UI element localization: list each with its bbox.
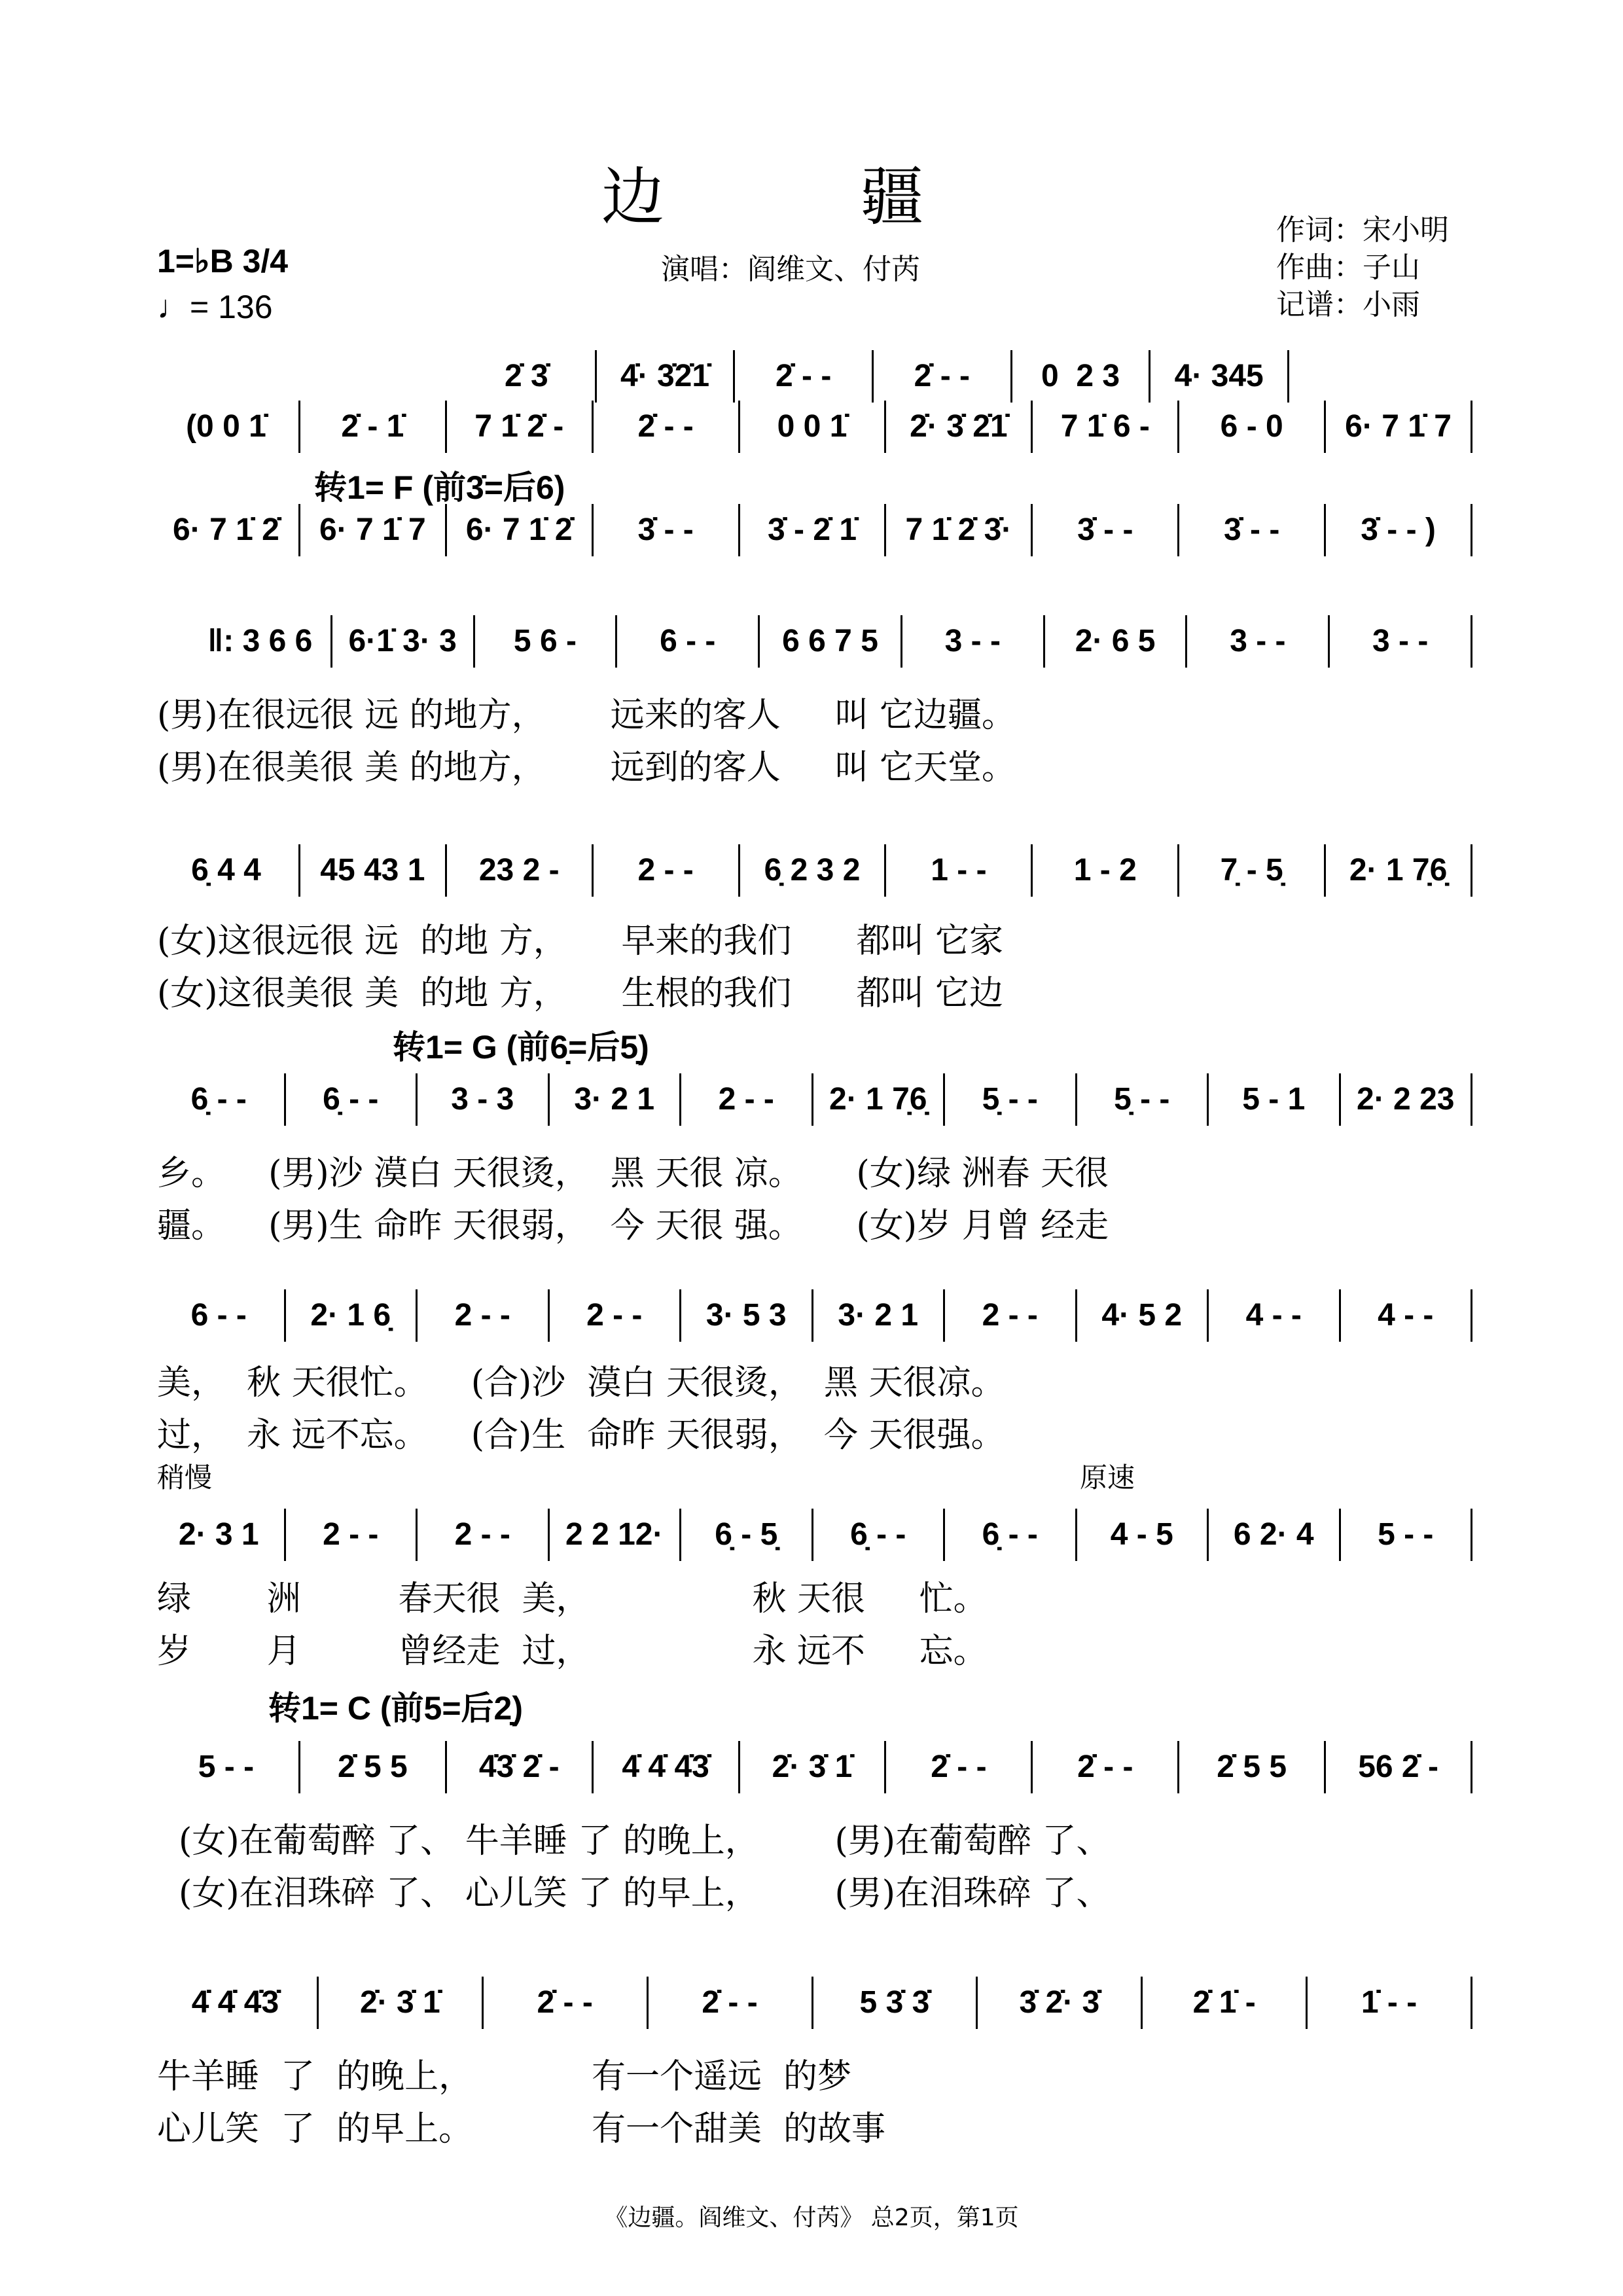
measure: 3̇ 2̇· 3̇ [978, 1977, 1143, 2029]
measure: 3̇ - - [1179, 504, 1326, 556]
tempo-mark: 稍慢 [157, 1462, 213, 1494]
measure: 4̇· 3̇2̇1̇ [597, 350, 736, 403]
tempo-mark: 原速 [1080, 1462, 1135, 1494]
measure: 2̇ - - [1033, 1741, 1179, 1793]
measure: 1̇ - - [1308, 1977, 1472, 2029]
measure: 3 - - [1187, 615, 1330, 668]
measure: 6 6 7 5 [760, 615, 902, 668]
measure: 2̇ - - [886, 1741, 1033, 1793]
key-change: 转1= F (前3̇=后6) [314, 469, 565, 506]
measure: 6· 7 1̇ 7 [1326, 401, 1472, 453]
measure: 3· 2 1 [550, 1073, 682, 1126]
measure: 4̇ 4̇ 4̇3̇ [594, 1741, 740, 1793]
measure: 4̇ 4̇ 4̇3̇ [154, 1977, 319, 2029]
measure: 5̣ - - [1077, 1073, 1209, 1126]
measure: 23 2 - [447, 844, 594, 897]
measure: 6 2· 4 [1209, 1509, 1341, 1561]
measure: 4· 345 [1150, 350, 1289, 403]
measure: 0 0 1̇ [740, 401, 887, 453]
music-system [458, 350, 1289, 403]
measure: 4 - - [1209, 1289, 1341, 1342]
measure: 2̇· 3̇ 1̇ [319, 1977, 484, 2029]
measure: 4̇3̇ 2̇ - [447, 1741, 594, 1793]
measure: 6̣ 4 4 [154, 844, 300, 897]
measure: 6· 7 1̇ 7 [300, 504, 447, 556]
music-system [154, 1289, 1472, 1342]
measure: 3 - - [902, 615, 1045, 668]
measure: 2̇ - - [649, 1977, 813, 2029]
measure: 6 - - [154, 1289, 286, 1342]
measure: 2· 1 6̣ [286, 1289, 418, 1342]
measure: 2̇ 1̇ - [1143, 1977, 1308, 2029]
measure: 4 - 5 [1077, 1509, 1209, 1561]
measure: 7 1̇ 6 - [1033, 401, 1179, 453]
measure: 45 43 1 [300, 844, 447, 897]
measure: 3· 5 3 [681, 1289, 813, 1342]
page-footer: 《边疆。阎维文、付芮》 总2页，第1页 [604, 2204, 1019, 2231]
lyric-line: 牛羊睡 了 的晚上， 有一个遥远 的梦 [157, 2057, 851, 2096]
music-system [154, 844, 1472, 897]
measure: 7 1̇ 2̇ 3̇· [886, 504, 1033, 556]
measure: 2 - - [286, 1509, 418, 1561]
key-change: 转1= G (前6̣=后5̣) [393, 1029, 649, 1066]
measure: 2· 1 7̣6̣ [1326, 844, 1472, 897]
lyric-line: 疆。 (男)生 命昨 天很弱， 今 天很 强。 (女)岁 月曾 经走 [157, 1206, 1109, 1246]
measure: 6̣ - - [945, 1509, 1077, 1561]
singer: 演唱：阎维文、付芮 [661, 253, 920, 286]
lyric-line: 过， 永 远不忘。 (合)生 命昨 天很弱， 今 天很强。 [157, 1416, 1005, 1455]
lyric-line: (女)这很远很 远 的地 方， 早来的我们 都叫 它家 [157, 922, 1004, 961]
measure: 2· 3 1 [154, 1509, 286, 1561]
lyric-line: 绿 洲 春天很 美， 秋 天很 忙。 [157, 1579, 988, 1619]
measure: ‖: 3 6 6 [190, 615, 332, 668]
lyric-line: 乡。 (男)沙 漠白 天很烫， 黑 天很 凉。 (女)绿 洲春 天很 [157, 1154, 1109, 1193]
measure: 6·1̇ 3· 3 [332, 615, 475, 668]
measure: 2̇ - - [484, 1977, 649, 2029]
measure: 2̇ 5 5 [300, 1741, 447, 1793]
measure: 2· 1 7̣6̣ [813, 1073, 946, 1126]
measure: 5 - 1 [1209, 1073, 1341, 1126]
measure: 2̇ - 1̇ [300, 401, 447, 453]
measure: 4· 5 2 [1077, 1289, 1209, 1342]
lyric-line: 心儿笑 了 的早上。 有一个甜美 的故事 [157, 2109, 885, 2149]
measure: 3̇ - - [594, 504, 740, 556]
measure: 2 - - [945, 1289, 1077, 1342]
measure: 3· 2 1 [813, 1289, 946, 1342]
key-change: 转1= C (前5=后2̣) [268, 1690, 524, 1727]
music-system [154, 1977, 1472, 2029]
measure: 6̣ - - [286, 1073, 418, 1126]
measure: 2̇· 3̇ 2̇1̇ [886, 401, 1033, 453]
measure: 2̇ 5 5 [1179, 1741, 1326, 1793]
key-signature: 1=♭B 3/4 [157, 243, 289, 279]
measure: 6· 7 1̇ 2̇ [447, 504, 594, 556]
measure: 6 - - [617, 615, 760, 668]
tempo: ♩= 136 [157, 289, 273, 325]
lyric-line: (女)在葡萄醉 了、 牛羊睡 了 的晚上， (男)在葡萄醉 了、 [157, 1821, 1111, 1861]
lyric-line: (男)在很美很 美 的地方， 远到的客人 叫 它天堂。 [157, 748, 1016, 787]
song-title: 边疆 [601, 160, 1120, 234]
measure: 3 - - [1330, 615, 1472, 668]
measure: 5 6 - [475, 615, 618, 668]
measure: 2 - - [594, 844, 740, 897]
measure: 0 2 3 [1012, 350, 1151, 403]
measure: 6̣ 2 3 2 [740, 844, 887, 897]
measure: 2 - - [681, 1073, 813, 1126]
lyric-line: (女)在泪珠碎 了、 心儿笑 了 的早上， (男)在泪珠碎 了、 [157, 1874, 1111, 1913]
measure: 7 1̇ 2̇ - [447, 401, 594, 453]
music-system [154, 1741, 1472, 1793]
lyric-line: 岁 月 曾经走 过， 永 远不 忘。 [157, 1632, 988, 1671]
measure: 2 2 12· [550, 1509, 682, 1561]
measure: 6̣ - - [813, 1509, 946, 1561]
music-system [154, 1509, 1472, 1561]
measure: 3 - 3 [418, 1073, 550, 1126]
measure: 5 - - [1341, 1509, 1473, 1561]
music-system [190, 615, 1472, 668]
measure: 3̇ - - ) [1326, 504, 1472, 556]
measure: 2̇ - - [735, 350, 874, 403]
measure: 1 - - [886, 844, 1033, 897]
measure: 2̇ - - [874, 350, 1012, 403]
music-system [154, 401, 1472, 453]
lyric-line: 美， 秋 天很忙。 (合)沙 漠白 天很烫， 黑 天很凉。 [157, 1363, 1005, 1403]
measure: 4 - - [1341, 1289, 1473, 1342]
music-system [154, 1073, 1472, 1126]
measure: 3̇ - - [1033, 504, 1179, 556]
lyric-line: (女)这很美很 美 的地 方， 生根的我们 都叫 它边 [157, 974, 1004, 1013]
measure: 56 2̇ - [1326, 1741, 1472, 1793]
measure: 2· 2 23 [1341, 1073, 1473, 1126]
measure: 2 - - [418, 1289, 550, 1342]
music-system [154, 504, 1472, 556]
transcriber: 记谱：小雨 [1276, 288, 1420, 321]
measure: 2 - - [550, 1289, 682, 1342]
measure: 2· 6 5 [1045, 615, 1188, 668]
measure: 5 3̇ 3̇ [813, 1977, 978, 2029]
measure: 6̣ - 5̣ [681, 1509, 813, 1561]
composer: 作曲：子山 [1276, 251, 1420, 284]
measure: (0 0 1̇ [154, 401, 300, 453]
measure: 5 - - [154, 1741, 300, 1793]
measure: 5̣ - - [945, 1073, 1077, 1126]
measure: 6 - 0 [1179, 401, 1326, 453]
measure: 6̣ - - [154, 1073, 286, 1126]
lyricist: 作词：宋小明 [1276, 213, 1449, 247]
measure: 2̇· 3̇ 1̇ [740, 1741, 887, 1793]
measure: 2̇ 3̇ [458, 350, 597, 403]
measure: 2 - - [418, 1509, 550, 1561]
lyric-line: (男)在很远很 远 的地方， 远来的客人 叫 它边疆。 [157, 696, 1016, 735]
measure: 1 - 2 [1033, 844, 1179, 897]
measure: 3̇ - 2̇ 1̇ [740, 504, 887, 556]
measure: 7̣ - 5̣ [1179, 844, 1326, 897]
measure: 2̇ - - [594, 401, 740, 453]
measure: 6· 7 1̇ 2̇ [154, 504, 300, 556]
